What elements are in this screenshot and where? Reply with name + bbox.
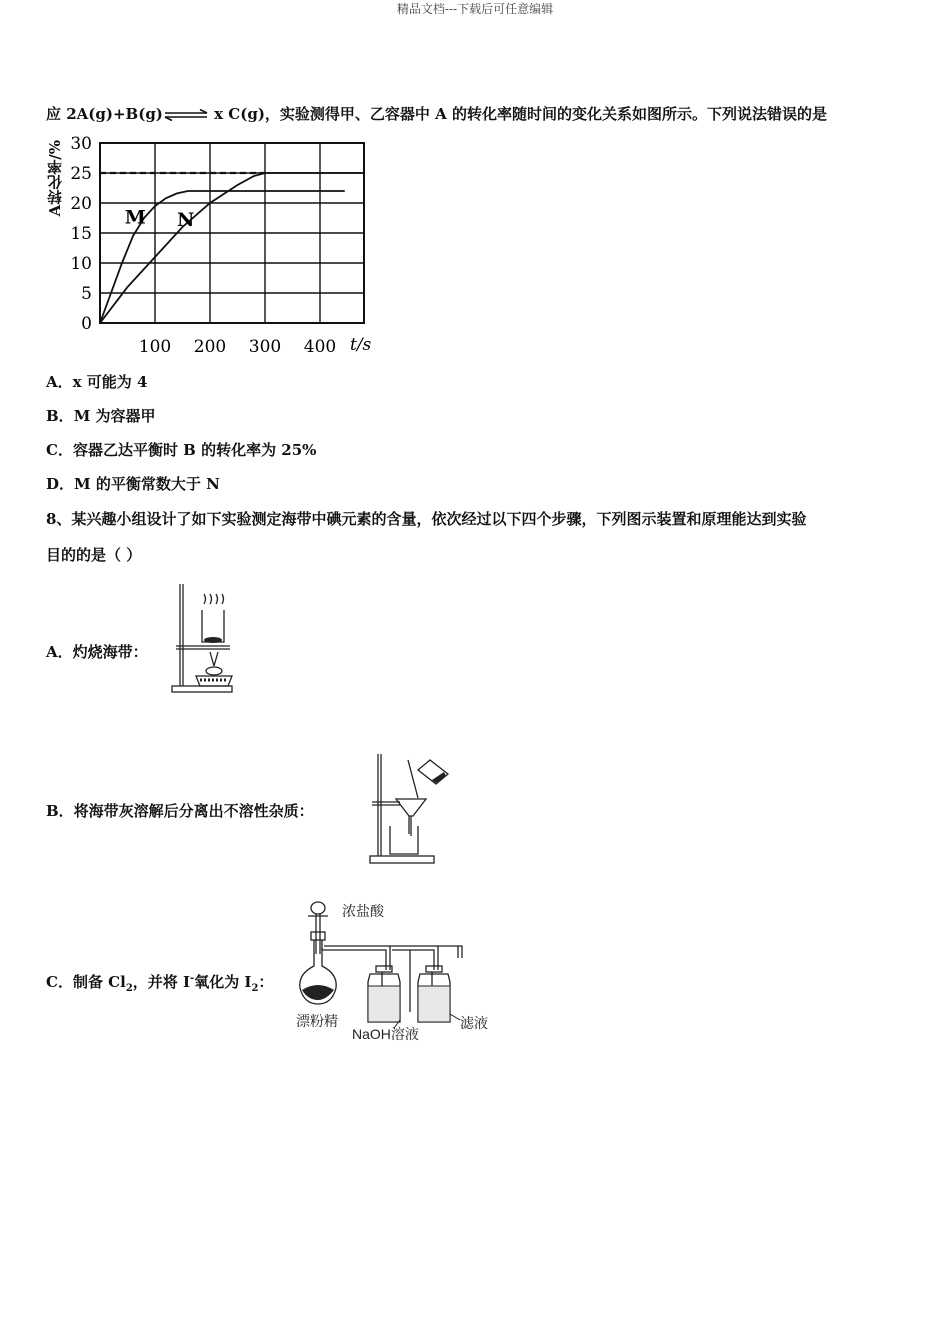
q7-option-c (46, 439, 316, 460)
q8-option-b: B．将海带灰溶解后分离出不溶性杂质： (46, 802, 314, 820)
y-tick-label: 25 (70, 164, 92, 184)
q8-stem-line1: 8、某兴趣小组设计了如下实验测定海带中碘元素的含量，依次经过以下四个步骤，下列图示装置和原理能达到实验 (46, 510, 807, 528)
series-label-M: M (124, 206, 146, 229)
option-letter: B． (46, 407, 74, 425)
q7-stem (46, 103, 827, 124)
chart-ylabel: A转化率/% (46, 140, 64, 217)
option-text: M 的平衡常数大于 N (74, 475, 220, 493)
q7-option-b (46, 405, 156, 426)
x-tick-label: 200 (193, 337, 227, 357)
q8-option-a: A．灼烧海带： (46, 643, 148, 661)
y-tick-label: 0 (81, 314, 92, 334)
series-line-N (100, 173, 364, 323)
y-tick-label: 5 (81, 284, 92, 304)
crucible-heating-apparatus-icon (166, 580, 238, 698)
x-axis-label: t/s (350, 335, 372, 355)
q7-stem-pre: 应 2A(g)+B(g) (46, 105, 163, 123)
x-tick-label: 100 (138, 337, 172, 357)
y-tick-label: 30 (70, 134, 92, 154)
y-tick-label: 10 (70, 254, 92, 274)
q7-option-a (46, 371, 147, 392)
series-label-N: N (177, 208, 195, 231)
page-header: 精品文档---下载后可任意编辑 (396, 2, 554, 16)
option-c-mid: ，并将 I (132, 973, 191, 991)
q7-option-d (46, 473, 220, 494)
x-tick-label: 300 (248, 337, 282, 357)
chlorine-generation-apparatus (296, 896, 496, 1044)
option-c-post: ： (258, 973, 274, 991)
y-tick-label: 20 (70, 194, 92, 214)
option-c-sup: - (190, 973, 195, 984)
option-c-pre: C．制备 Cl (46, 973, 126, 991)
filtration-apparatus-icon (366, 752, 452, 868)
option-letter: C． (46, 441, 73, 459)
q7-stem-post: x C(g)，实验测得甲、乙容器中 A 的转化率随时间的变化关系如图所示。下列说法错误的是 (208, 105, 828, 123)
chart-svg (44, 132, 384, 360)
option-c-sub2: 2 (251, 983, 259, 994)
y-tick-label: 15 (70, 224, 92, 244)
q8-option-c (46, 971, 273, 994)
option-text: 容器乙达平衡时 B 的转化率为 25% (72, 441, 317, 459)
chlorine-apparatus-icon (296, 896, 496, 1044)
label-bleach-powder: 漂粉精 (296, 1013, 338, 1029)
label-conc-hcl: 浓盐酸 (342, 903, 384, 919)
label-naoh-solution: NaOH溶液 (352, 1026, 419, 1042)
conversion-chart (44, 132, 384, 360)
option-letter: D． (46, 475, 75, 493)
x-tick-label: 400 (303, 337, 337, 357)
equilibrium-arrow-icon (163, 109, 209, 121)
option-letter: A． (46, 373, 73, 391)
option-c-sub1: 2 (125, 983, 133, 994)
q8-stem-line2: 目的的是（ ） (46, 546, 142, 564)
option-text: M 为容器甲 (73, 407, 156, 425)
option-c-mid2: 氧化为 I (194, 973, 252, 991)
option-text: x 可能为 4 (72, 373, 148, 391)
label-filtrate: 滤液 (460, 1015, 488, 1031)
